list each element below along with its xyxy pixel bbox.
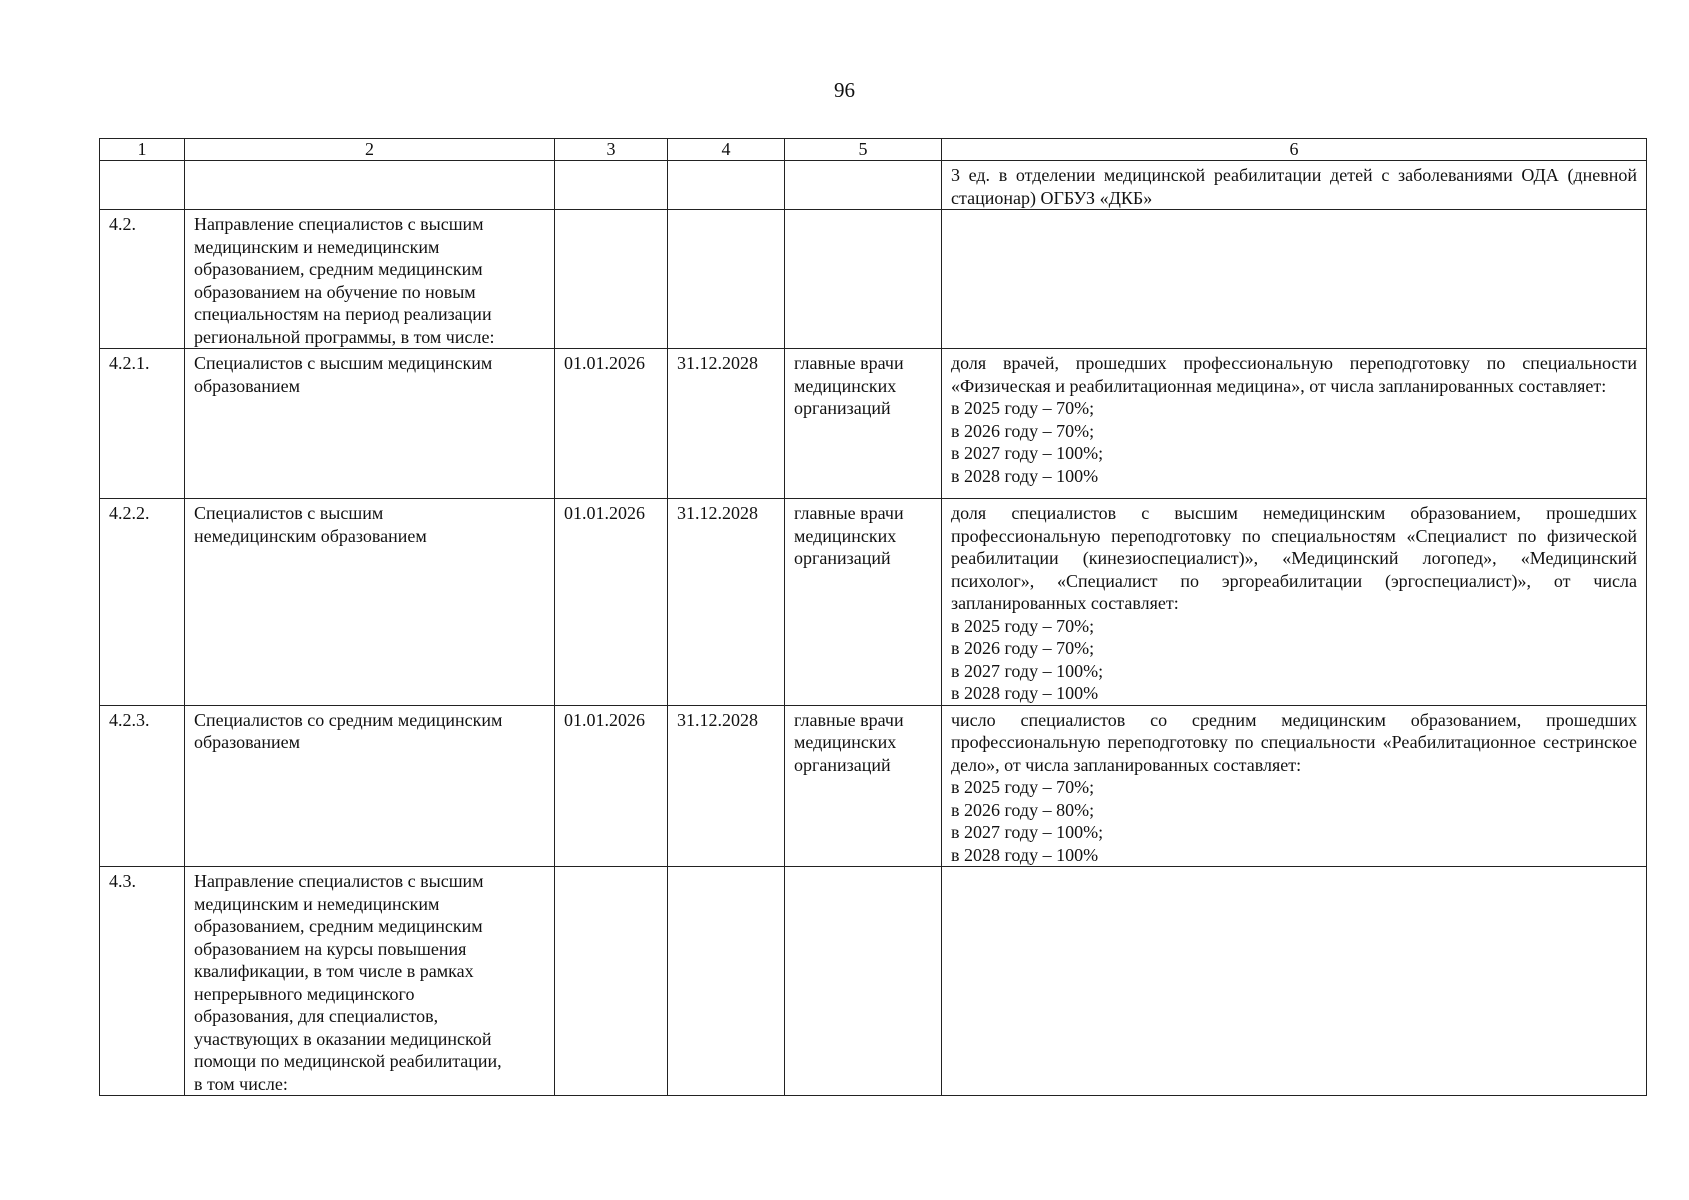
result-year-line: в 2028 году – 100% [951, 683, 1099, 703]
result-text: доля врачей, прошедших профессиональную переподготовку по специальности «Физическая и реабилитационная медицина», от числа запланированных составляет: [951, 353, 1637, 396]
expected-result [942, 499, 1647, 706]
result-text: число специалистов со средним медицинским образованием, прошедших профессиональную переподготовку по специальности «Реабилитационное сестринское дело», от числа запланированных составляет: [951, 709, 1637, 775]
expected-result [942, 705, 1647, 867]
end-date [668, 867, 785, 1096]
row-number: 4.2.3. [100, 705, 185, 867]
expected-result [942, 349, 1647, 499]
responsible [785, 210, 942, 349]
row-number: 4.3. [100, 867, 185, 1096]
result-year-line: в 2026 году – 70%; [951, 638, 1095, 658]
row-number: 4.2. [100, 210, 185, 349]
row-number [100, 161, 185, 210]
end-date [668, 210, 785, 349]
start-date: 01.01.2026 [555, 349, 668, 499]
result-year-line: в 2028 году – 100% [951, 844, 1099, 865]
result-year-line: в 2025 году – 70%; [951, 777, 1095, 797]
result-year-line: в 2026 году – 70%; [951, 420, 1095, 441]
result-text: доля специалистов с высшим немедицинским образованием, прошедших профессиональную переподготовку по специальностям «Специалист по физической реабилитации (кинезиоспециалист)», «Медицинский логопед», «Медицинский психолог», «Специалист по эргореабилитации (эргоспециалист)», от числа запланированных составляет: [951, 503, 1637, 613]
responsible: главные врачи медицинских организаций [785, 349, 942, 499]
start-date [555, 161, 668, 210]
result-year-line: в 2026 году – 80%; [951, 799, 1095, 820]
column-number: 5 [785, 139, 942, 161]
result-year-line: в 2027 году – 100%; [951, 822, 1104, 842]
end-date: 31.12.2028 [668, 349, 785, 499]
column-number-row [100, 139, 1647, 161]
expected-result [942, 867, 1647, 1096]
table-row [100, 161, 1647, 210]
start-date: 01.01.2026 [555, 705, 668, 867]
responsible: главные врачи медицинских организаций [785, 705, 942, 867]
column-number: 4 [668, 139, 785, 161]
end-date: 31.12.2028 [668, 705, 785, 867]
start-date: 01.01.2026 [555, 499, 668, 706]
responsible [785, 161, 942, 210]
expected-result [942, 161, 1647, 210]
start-date [555, 210, 668, 349]
table-row [100, 705, 1647, 867]
measure-name [185, 161, 555, 210]
column-number: 3 [555, 139, 668, 161]
row-number: 4.2.2. [100, 499, 185, 706]
table-row [100, 499, 1647, 706]
result-text: 3 ед. в отделении медицинской реабилитации детей с заболеваниями ОДА (дневной стационар) ОГБУЗ «ДКБ» [951, 165, 1637, 208]
measure-name: Специалистов со средним медицинским образованием [185, 705, 555, 867]
row-number: 4.2.1. [100, 349, 185, 499]
table-row [100, 210, 1647, 349]
expected-result [942, 210, 1647, 349]
column-number: 1 [100, 139, 185, 161]
table-row [100, 867, 1647, 1096]
result-year-line: в 2028 году – 100% [951, 465, 1099, 486]
end-date [668, 161, 785, 210]
measures-table [99, 138, 1647, 1096]
column-number: 2 [185, 139, 555, 161]
measure-name: Направление специалистов с высшим медицинским и немедицинским образованием, средним медицинским образованием на курсы повышения квалификации, в том числе в рамках непрерывного медицинского образования, для специалистов, участвующих в оказании медицинской помощи по медицинской реабилитации, в том числе: [185, 867, 555, 1096]
end-date: 31.12.2028 [668, 499, 785, 706]
result-year-line: в 2027 году – 100%; [951, 443, 1104, 463]
result-year-line: в 2027 году – 100%; [951, 660, 1104, 681]
measure-name: Направление специалистов с высшим медицинским и немедицинским образованием, средним медицинским образованием на обучение по новым специальностям на период реализации региональной программы, в том числе: [185, 210, 555, 349]
measure-name: Специалистов с высшим немедицинским образованием [185, 499, 555, 706]
result-year-line: в 2025 году – 70%; [951, 615, 1095, 636]
start-date [555, 867, 668, 1096]
result-year-line: в 2025 году – 70%; [951, 398, 1095, 418]
table-row [100, 349, 1647, 499]
measure-name: Специалистов с высшим медицинским образованием [185, 349, 555, 499]
responsible [785, 867, 942, 1096]
page-number: 96 [834, 78, 855, 102]
responsible: главные врачи медицинских организаций [785, 499, 942, 706]
column-number: 6 [942, 139, 1647, 161]
